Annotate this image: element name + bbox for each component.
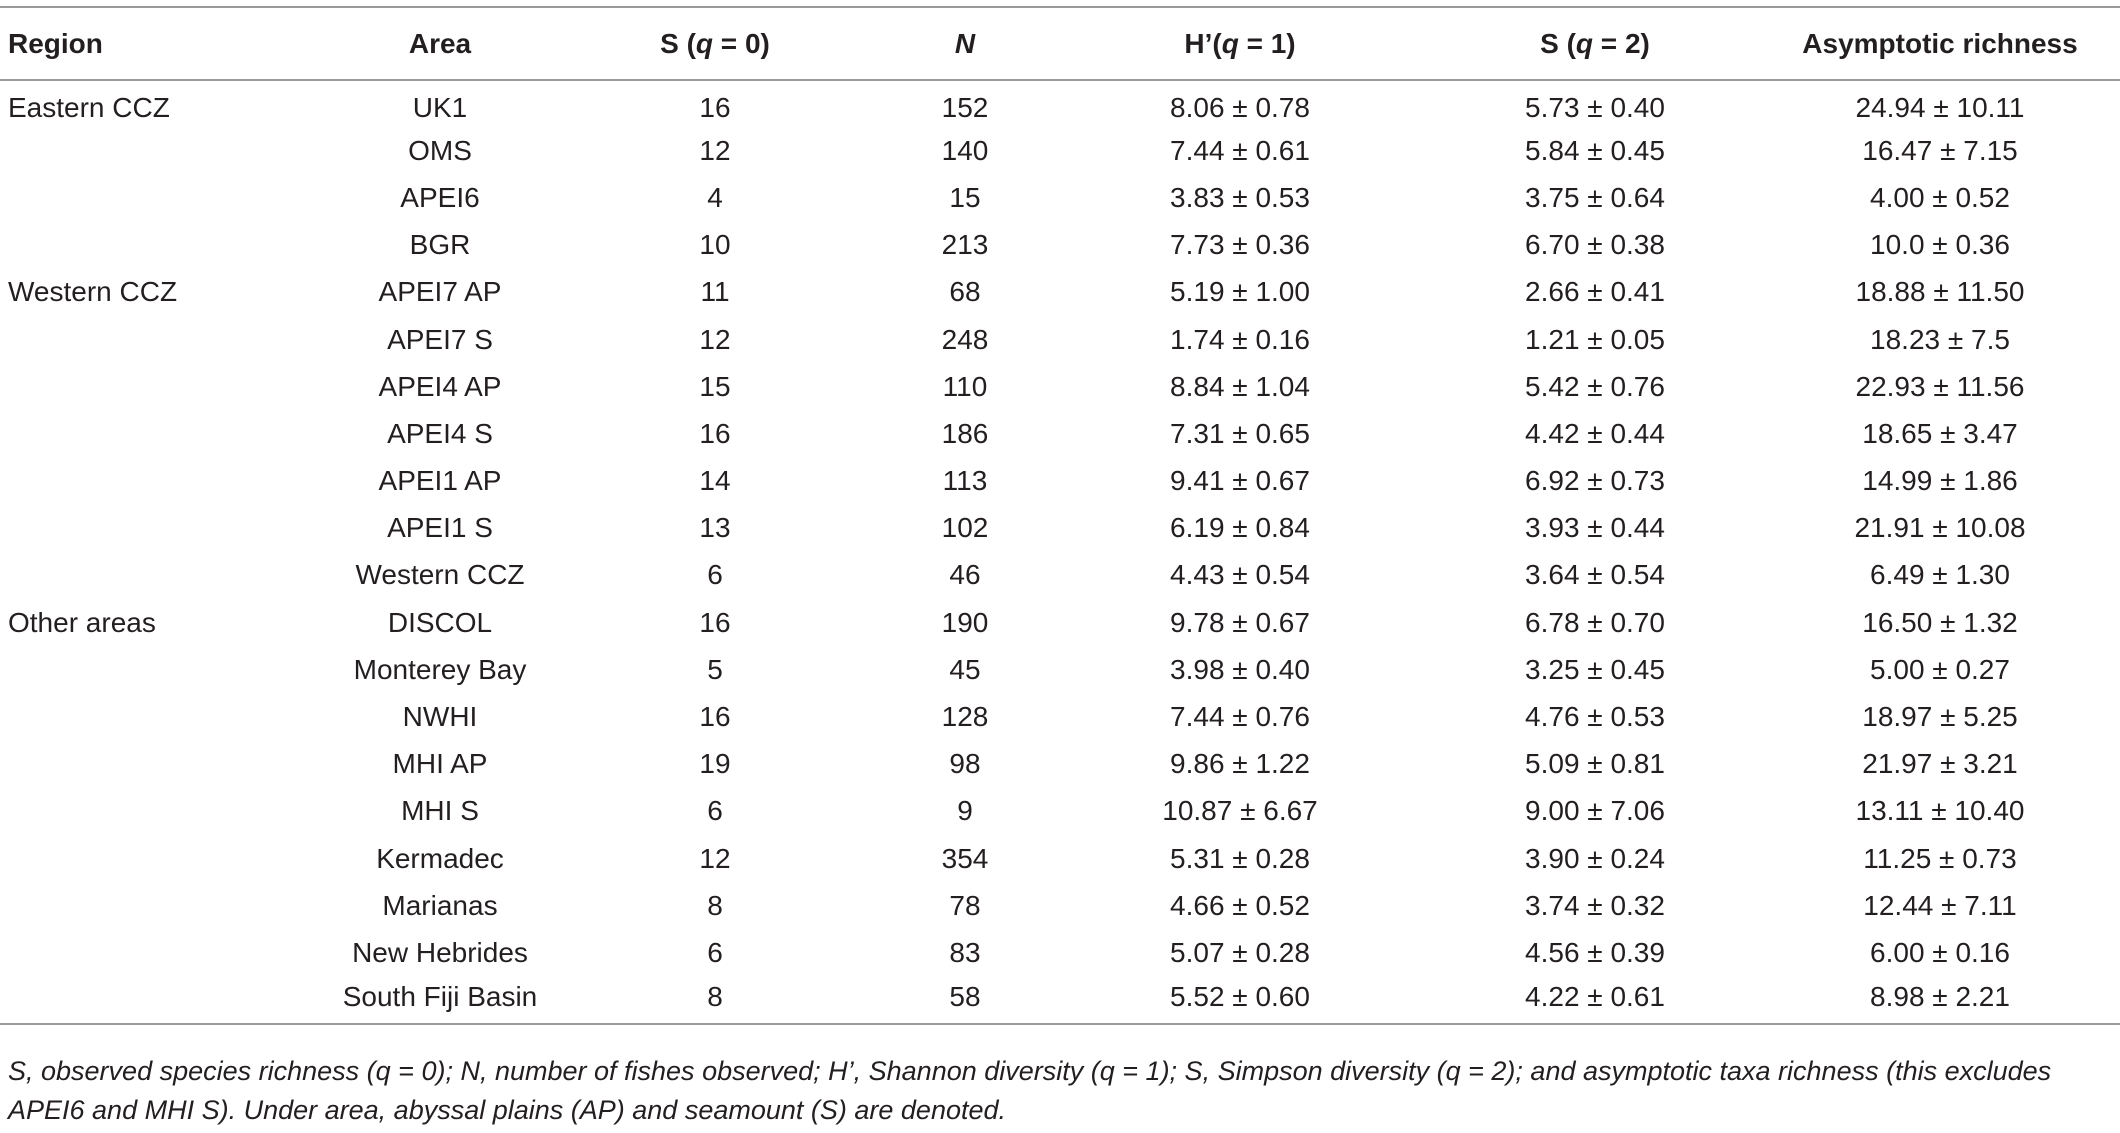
cell-s-q0: 12 — [699, 134, 731, 166]
cell-area: UK1 — [412, 92, 468, 124]
header-asymptotic-richness: Asymptotic richness — [1760, 7, 2120, 80]
cell-s-q0: 10 — [699, 229, 731, 261]
cell-s-q0: 12 — [699, 842, 731, 874]
cell-area: South Fiji Basin — [330, 977, 550, 1024]
cell-h-q1: 7.44 ± 0.61 — [1170, 134, 1310, 166]
cell-region — [0, 222, 330, 269]
cell-s-q0: 16 — [699, 92, 731, 124]
cell-region — [0, 552, 330, 599]
cell-h-q1: 6.19 ± 0.84 — [1170, 512, 1310, 544]
cell-region — [0, 977, 330, 1024]
cell-asymptotic-richness: 21.97 ± 3.21 — [1862, 748, 2018, 780]
cell-s-q0: 6 — [707, 936, 723, 968]
cell-s-q2: 9.00 ± 7.06 — [1525, 795, 1665, 827]
cell-s-q0: 19 — [699, 748, 731, 780]
header-row — [0, 7, 2120, 80]
cell-region — [0, 127, 330, 174]
cell-area: APEI7 S — [387, 323, 493, 355]
cell-asymptotic-richness: 22.93 ± 11.56 — [1855, 370, 2025, 402]
cell-n: 46 — [949, 559, 981, 591]
cell-h-q1: 3.98 ± 0.40 — [1170, 653, 1310, 685]
table-row — [0, 552, 2120, 599]
cell-h-q1: 8.84 ± 1.04 — [1170, 370, 1310, 402]
cell-s-q2: 3.25 ± 0.45 — [1525, 653, 1665, 685]
table-row — [0, 646, 2120, 693]
cell-s-q0: 16 — [699, 606, 731, 638]
cell-s-q0: 13 — [699, 512, 731, 544]
cell-s-q0: 15 — [699, 370, 731, 402]
cell-s-q2: 3.75 ± 0.64 — [1525, 181, 1665, 213]
cell-n: 186 — [941, 417, 989, 449]
header-h-q1: H’(q = 1) — [1050, 7, 1430, 80]
cell-n: 102 — [941, 512, 989, 544]
cell-region — [0, 882, 330, 929]
table-row — [0, 222, 2120, 269]
cell-region: Eastern CCZ — [8, 92, 170, 124]
cell-h-q1: 7.31 ± 0.65 — [1170, 417, 1310, 449]
cell-s-q2: 3.74 ± 0.32 — [1525, 889, 1665, 921]
cell-s-q2: 5.09 ± 0.81 — [1525, 748, 1665, 780]
cell-area: APEI1 AP — [378, 465, 502, 497]
cell-region — [0, 174, 330, 221]
table-row — [0, 741, 2120, 788]
table-row — [0, 882, 2120, 929]
cell-area: Monterey Bay — [353, 653, 527, 685]
cell-area: New Hebrides — [352, 936, 528, 968]
header-s-q0: S (q = 0) — [550, 7, 880, 80]
cell-s-q0: 6 — [707, 559, 723, 591]
table-row — [0, 835, 2120, 882]
table-footnote: S, observed species richness (q = 0); N, number of fishes observed; H’, Shannon diversity (q = 1); S, Simpson diversity (q = 2); and asymptotic taxa richness (this excludes APEI6 and MHI S). Under area, abyssal plains (AP) and seamount (S) are denoted. — [8, 1056, 2052, 1125]
cell-asymptotic-richness: 6.49 ± 1.30 — [1870, 559, 2010, 591]
cell-s-q0: 11 — [700, 276, 730, 308]
table-row — [0, 599, 2120, 646]
table-row — [0, 458, 2120, 505]
cell-n: 78 — [949, 889, 981, 921]
cell-s-q0: 8 — [707, 889, 723, 921]
cell-n: 140 — [941, 134, 989, 166]
cell-s-q0: 8 — [550, 977, 880, 1024]
cell-region — [0, 741, 330, 788]
cell-s-q2: 1.21 ± 0.05 — [1525, 323, 1665, 355]
cell-region — [0, 458, 330, 505]
cell-area: MHI S — [401, 795, 479, 827]
cell-h-q1: 1.74 ± 0.16 — [1170, 323, 1310, 355]
table-header — [0, 7, 2120, 80]
cell-region — [0, 363, 330, 410]
table-row — [0, 363, 2120, 410]
cell-area: Marianas — [382, 889, 498, 921]
table-row — [0, 80, 2120, 127]
cell-s-q0: 12 — [699, 323, 731, 355]
header-area: Area — [330, 7, 550, 80]
cell-asymptotic-richness: 18.23 ± 7.5 — [1870, 323, 2010, 355]
table-row — [0, 269, 2120, 316]
cell-s-q0: 4 — [707, 181, 723, 213]
cell-h-q1: 9.78 ± 0.67 — [1170, 606, 1310, 638]
cell-h-q1: 10.87 ± 6.67 — [1162, 795, 1318, 827]
cell-n: 213 — [941, 229, 989, 261]
cell-s-q0: 5 — [707, 653, 723, 685]
cell-n: 354 — [941, 842, 989, 874]
cell-area: APEI1 S — [387, 512, 493, 544]
cell-h-q1: 7.44 ± 0.76 — [1170, 701, 1310, 733]
cell-h-q1: 9.41 ± 0.67 — [1170, 465, 1310, 497]
cell-s-q2: 5.42 ± 0.76 — [1525, 370, 1665, 402]
cell-region: Other areas — [8, 606, 156, 638]
cell-s-q2: 3.93 ± 0.44 — [1525, 512, 1665, 544]
cell-n: 110 — [942, 370, 988, 402]
cell-area: APEI7 AP — [378, 276, 502, 308]
cell-n: 98 — [949, 748, 981, 780]
table-row — [0, 127, 2120, 174]
cell-n: 58 — [880, 977, 1050, 1024]
cell-asymptotic-richness: 24.94 ± 10.11 — [1855, 92, 2025, 124]
table-row — [0, 174, 2120, 221]
cell-s-q2: 6.70 ± 0.38 — [1525, 229, 1665, 261]
cell-area: DISCOL — [387, 606, 493, 638]
header-region: Region — [0, 7, 330, 80]
cell-asymptotic-richness: 12.44 ± 7.11 — [1863, 889, 2017, 921]
table-row — [0, 693, 2120, 740]
cell-area: OMS — [408, 134, 472, 166]
cell-asymptotic-richness: 5.00 ± 0.27 — [1870, 653, 2010, 685]
cell-region — [0, 646, 330, 693]
cell-s-q2: 5.84 ± 0.45 — [1525, 134, 1665, 166]
table-row — [0, 977, 2120, 1024]
cell-asymptotic-richness: 16.50 ± 1.32 — [1862, 606, 2018, 638]
cell-area: NWHI — [402, 701, 478, 733]
cell-region — [0, 835, 330, 882]
table-row — [0, 316, 2120, 363]
cell-asymptotic-richness: 8.98 ± 2.21 — [1760, 977, 2120, 1024]
cell-s-q2: 2.66 ± 0.41 — [1525, 276, 1665, 308]
cell-s-q0: 14 — [699, 465, 731, 497]
cell-n: 248 — [941, 323, 989, 355]
diversity-table — [0, 6, 2120, 1025]
cell-s-q2: 6.92 ± 0.73 — [1525, 465, 1665, 497]
cell-n: 45 — [949, 653, 981, 685]
cell-area: Kermadec — [376, 842, 504, 874]
table-row — [0, 505, 2120, 552]
cell-area: APEI6 — [400, 181, 480, 213]
cell-asymptotic-richness: 4.00 ± 0.52 — [1870, 181, 2010, 213]
cell-s-q2: 5.73 ± 0.40 — [1525, 92, 1665, 124]
header-s-q2: S (q = 2) — [1430, 7, 1760, 80]
cell-region — [0, 788, 330, 835]
cell-s-q0: 6 — [707, 795, 723, 827]
cell-area: APEI4 AP — [378, 370, 502, 402]
cell-area: Western CCZ — [355, 559, 525, 591]
cell-s-q2: 6.78 ± 0.70 — [1525, 606, 1665, 638]
cell-n: 9 — [957, 795, 973, 827]
cell-h-q1: 3.83 ± 0.53 — [1170, 181, 1310, 213]
cell-s-q2: 4.76 ± 0.53 — [1525, 701, 1665, 733]
cell-n: 190 — [941, 606, 989, 638]
cell-n: 83 — [949, 936, 981, 968]
cell-s-q2: 3.64 ± 0.54 — [1525, 559, 1665, 591]
cell-s-q2: 4.42 ± 0.44 — [1525, 417, 1665, 449]
cell-region: Western CCZ — [8, 276, 178, 308]
cell-s-q0: 16 — [699, 417, 731, 449]
cell-s-q2: 4.56 ± 0.39 — [1525, 936, 1665, 968]
table-body — [0, 80, 2120, 1024]
cell-asymptotic-richness: 13.11 ± 10.40 — [1855, 795, 2025, 827]
cell-h-q1: 5.52 ± 0.60 — [1050, 977, 1430, 1024]
cell-h-q1: 4.43 ± 0.54 — [1170, 559, 1310, 591]
cell-area: APEI4 S — [387, 417, 493, 449]
cell-area: BGR — [409, 229, 471, 261]
cell-asymptotic-richness: 14.99 ± 1.86 — [1862, 465, 2018, 497]
cell-n: 15 — [949, 181, 981, 213]
cell-n: 113 — [942, 465, 988, 497]
cell-region — [0, 929, 330, 976]
cell-asymptotic-richness: 11.25 ± 0.73 — [1863, 842, 2017, 874]
cell-asymptotic-richness: 10.0 ± 0.36 — [1870, 229, 2010, 261]
cell-s-q2: 4.22 ± 0.61 — [1430, 977, 1760, 1024]
cell-h-q1: 7.73 ± 0.36 — [1170, 229, 1310, 261]
table-row — [0, 788, 2120, 835]
cell-h-q1: 5.31 ± 0.28 — [1170, 842, 1310, 874]
cell-area: MHI AP — [392, 748, 488, 780]
cell-n: 152 — [941, 92, 989, 124]
cell-asymptotic-richness: 18.97 ± 5.25 — [1862, 701, 2018, 733]
cell-asymptotic-richness: 18.88 ± 11.50 — [1855, 276, 2025, 308]
cell-region — [0, 410, 330, 457]
cell-n: 68 — [949, 276, 981, 308]
cell-asymptotic-richness: 18.65 ± 3.47 — [1862, 417, 2018, 449]
cell-h-q1: 9.86 ± 1.22 — [1170, 748, 1310, 780]
cell-h-q1: 4.66 ± 0.52 — [1170, 889, 1310, 921]
cell-s-q0: 16 — [699, 701, 731, 733]
cell-s-q2: 3.90 ± 0.24 — [1525, 842, 1665, 874]
cell-region — [0, 316, 330, 363]
cell-asymptotic-richness: 6.00 ± 0.16 — [1870, 936, 2010, 968]
cell-h-q1: 5.19 ± 1.00 — [1170, 276, 1310, 308]
cell-h-q1: 8.06 ± 0.78 — [1170, 92, 1310, 124]
cell-region — [0, 693, 330, 740]
header-n: N — [880, 7, 1050, 80]
cell-asymptotic-richness: 16.47 ± 7.15 — [1862, 134, 2018, 166]
table-row — [0, 929, 2120, 976]
cell-n: 128 — [941, 701, 989, 733]
cell-region — [0, 505, 330, 552]
cell-asymptotic-richness: 21.91 ± 10.08 — [1854, 512, 2026, 544]
table-row — [0, 410, 2120, 457]
cell-h-q1: 5.07 ± 0.28 — [1170, 936, 1310, 968]
